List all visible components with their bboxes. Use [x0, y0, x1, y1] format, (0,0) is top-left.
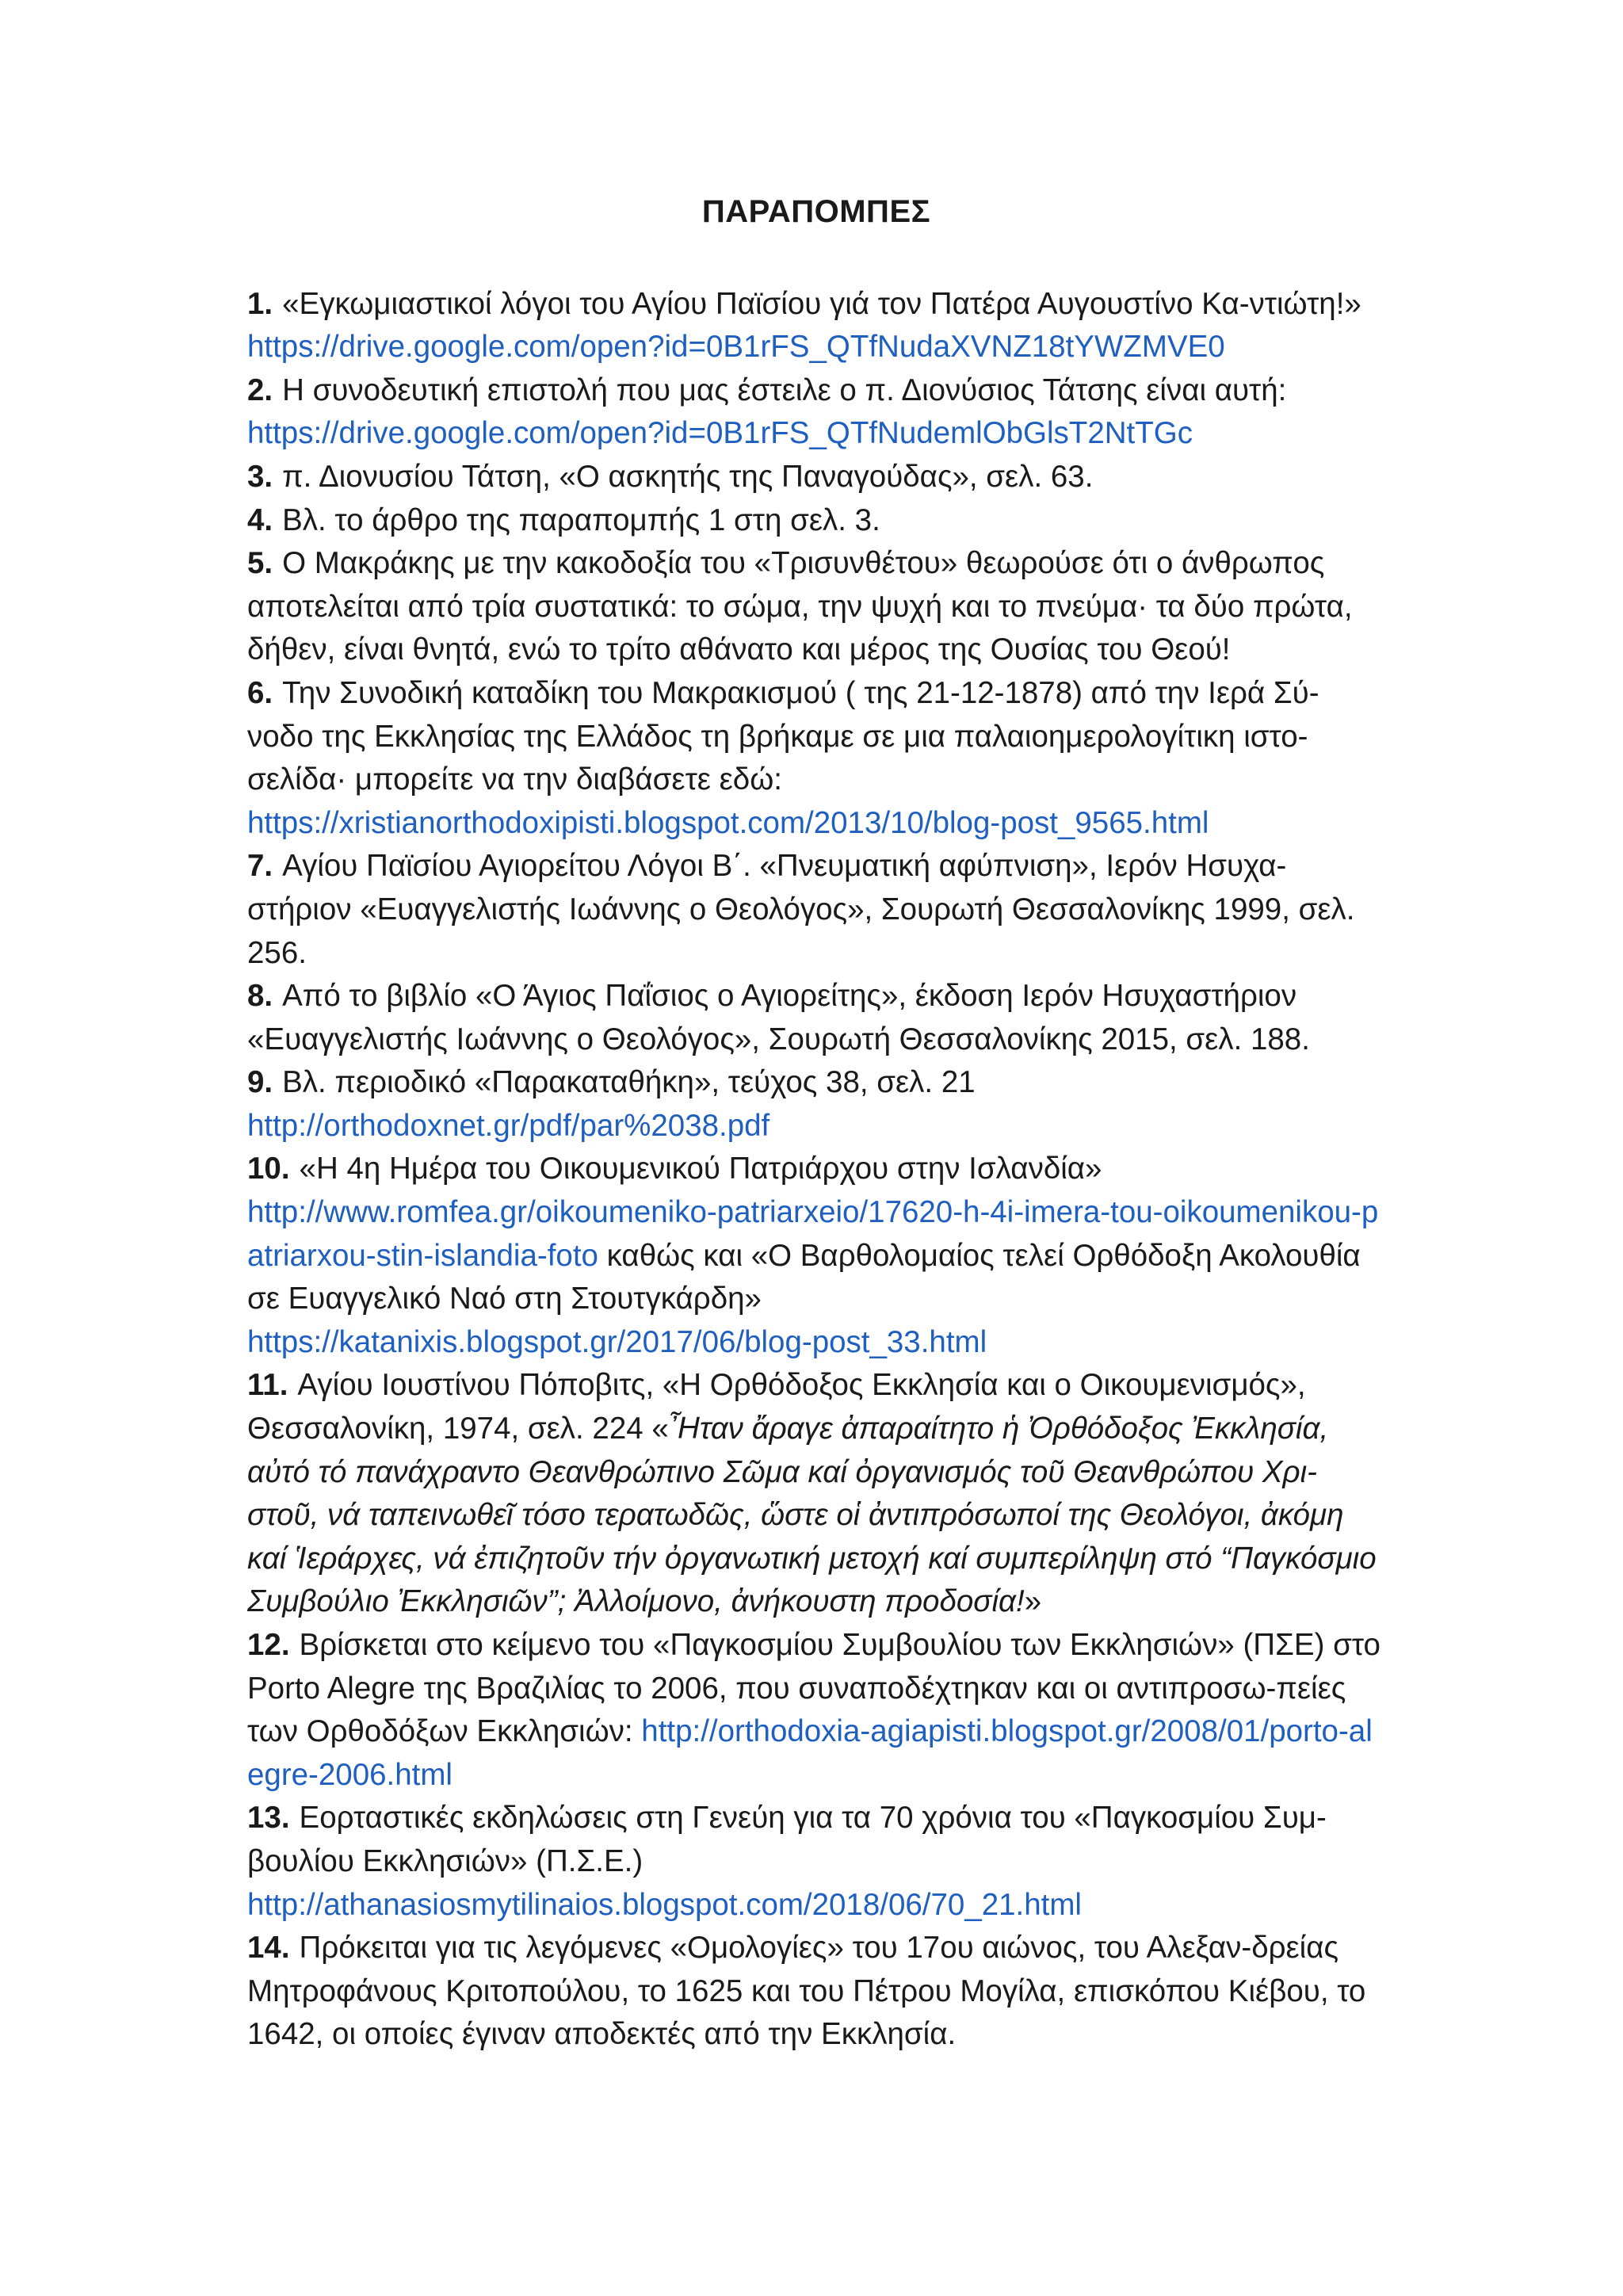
footnote-link[interactable]: https://xristianorthodoxipisti.blogspot.com/2013/10/blog-post_9565.html — [247, 805, 1209, 840]
footnote-text: Βρίσκεται στο κείμενο του «Παγκοσμίου Συμβουλίου των Εκκλησιών» (ΠΣΕ) στο Porto Alegre της Βραζιλίας το 2006, που συναποδέχτηκαν και οι αντιπροσω-πείες των Ορθοδόξων Εκκλησιών: — [247, 1628, 1381, 1749]
footnote-text: Την Συνοδική καταδίκη του Μακρακισμού ( της 21-12-1878) από την Ιερά Σύ-νοδο της Εκκλησίας της Ελλάδος τη βρήκαμε σε μια παλαιοημερολογίτικη ιστο-σελίδα· μπορείτε να την διαβάσετε εδώ: — [247, 675, 1319, 797]
footnote-number: 13. — [247, 1801, 290, 1836]
footnote-number: 6. — [247, 675, 273, 710]
footnote-6 — [247, 672, 1385, 845]
footnote-4 — [247, 499, 1385, 543]
footnote-number: 9. — [247, 1065, 273, 1100]
footnote-text: Από το βιβλίο «Ο Άγιος Παΐσιος ο Αγιορείτης», έκδοση Ιερόν Ησυχαστήριον «Ευαγγελιστής Ιωάννης ο Θεολόγος», Σουρωτή Θεσσαλονίκης 2015, σελ. 188. — [247, 979, 1310, 1056]
footnote-number: 5. — [247, 546, 273, 581]
footnote-text: Πρόκειται για τις λεγόμενες «Ομολογίες» του 17ου αιώνος, του Αλεξαν-δρείας Μητροφάνους Κριτοπούλου, το 1625 και του Πέτρου Μογίλα, επισκόπου Κιέβου, το 1642, οι οποίες έγιναν αποδεκτές από την Εκκλησία. — [247, 1931, 1366, 2052]
footnote-number: 2. — [247, 372, 273, 407]
footnote-8 — [247, 975, 1385, 1061]
footnote-link-2[interactable]: https://katanixis.blogspot.gr/2017/06/blog-post_33.html — [247, 1324, 987, 1359]
footnotes-page — [247, 190, 1385, 2057]
footnote-text: «Εγκωμιαστικοί λόγοι του Αγίου Παϊσίου γιά τον Πατέρα Αυγουστίνο Κα-ντιώτη!» — [282, 286, 1361, 321]
footnote-text-continued: καθώς και «Ο Βαρθολομαίος τελεί Ορθόδοξη Ακολουθία σε Ευαγγελικό Ναό στη Στουτγκάρδη» — [247, 1238, 1361, 1316]
footnote-number: 8. — [247, 979, 273, 1014]
footnote-number: 7. — [247, 849, 273, 884]
footnote-9 — [247, 1061, 1385, 1148]
footnote-3 — [247, 456, 1385, 499]
footnote-11 — [247, 1364, 1385, 1624]
footnote-text: Εορταστικές εκδηλώσεις στη Γενεύη για τα 70 χρόνια του «Παγκοσμίου Συμ-βουλίου Εκκλησιών» (Π.Σ.Ε.) — [247, 1801, 1327, 1878]
footnote-text: Αγίου Ιουστίνου Πόποβιτς, «Η Ορθόδοξος Εκκλησία και ο Οικουμενισμός», Θεσσαλονίκη, 1974, σελ. 224 « — [247, 1368, 1306, 1446]
footnote-text: π. Διονυσίου Τάτση, «Ο ασκητής της Παναγούδας», σελ. 63. — [282, 459, 1094, 494]
footnote-link[interactable]: http://orthodoxnet.gr/pdf/par%2038.pdf — [247, 1108, 770, 1143]
footnote-number: 11. — [247, 1368, 288, 1403]
footnote-text: Η συνοδευτική επιστολή που μας έστειλε ο π. Διονύσιος Τάτσης είναι αυτή: — [282, 372, 1287, 407]
footnote-quote: Ἦταν ἄραγε ἀπαραίτητο ἡ Ὀρθόδοξος Ἐκκλησία, αὐτό τό πανάχραντο Θεανθρώπινο Σῶμα καί ὀργανισμός τοῦ Θεανθρώπου Χρι-στοῦ, νά ταπεινωθεῖ τόσο τερατωδῶς, ὥστε οἱ ἀντιπρόσωποί της Θεολόγοι, ἀκόμη καί Ἱεράρχες, νά ἐπιζητοῦν τήν ὀργανωτική μετοχή καί συμπερίληψη στό “Παγκόσμιο Συμβούλιο Ἐκκλησιῶν”; Ἀλλοίμονο, ἀνήκουστη προδοσία! — [247, 1412, 1377, 1619]
footnote-number: 3. — [247, 459, 273, 494]
footnote-text: Ο Μακράκης με την κακοδοξία του «Τρισυνθέτου» θεωρούσε ότι ο άνθρωπος αποτελείται από τρία συστατικά: το σώμα, την ψυχή και το πνεύμα· τα δύο πρώτα, δήθεν, είναι θνητά, ενώ το τρίτο αθάνατο και μέρος της Ουσίας του Θεού! — [247, 546, 1353, 667]
footnote-quote-close: » — [1024, 1584, 1042, 1619]
footnote-14 — [247, 1927, 1385, 2057]
footnote-text: Βλ. περιοδικό «Παρακαταθήκη», τεύχος 38, σελ. 21 — [282, 1065, 976, 1100]
footnote-number: 1. — [247, 286, 273, 321]
footnote-number: 12. — [247, 1628, 290, 1662]
footnote-2 — [247, 369, 1385, 456]
footnote-13 — [247, 1797, 1385, 1927]
footnote-1 — [247, 283, 1385, 369]
footnote-5 — [247, 542, 1385, 672]
footnote-link[interactable]: https://drive.google.com/open?id=0B1rFS_QTfNudaXVNZ18tYWZMVE0 — [247, 330, 1225, 365]
page-title: ΠΑΡΑΠΟΜΠΕΣ — [701, 194, 931, 229]
footnote-text: Βλ. το άρθρο της παραπομπής 1 στη σελ. 3. — [282, 502, 880, 537]
footnote-text: Αγίου Παϊσίου Αγιορείτου Λόγοι Β΄. «Πνευματική αφύπνιση», Ιερόν Ησυχα-στήριον «Ευαγγελιστής Ιωάννης ο Θεολόγος», Σουρωτή Θεσσαλονίκης 1999, σελ. 256. — [247, 849, 1355, 970]
footnote-link[interactable]: https://drive.google.com/open?id=0B1rFS_QTfNudemlObGlsT2NtTGc — [247, 416, 1193, 451]
footnote-number: 4. — [247, 502, 273, 537]
footnote-link[interactable]: http://athanasiosmytilinaios.blogspot.com/2018/06/70_21.html — [247, 1887, 1082, 1922]
footnote-text: «Η 4η Ημέρα του Οικουμενικού Πατριάρχου στην Ισλανδία» — [299, 1152, 1102, 1186]
footnote-link[interactable]: http://orthodoxia-agiapisti.blogspot.gr/2008/01/porto-alegre-2006.html — [247, 1714, 1373, 1792]
footnote-7 — [247, 845, 1385, 975]
footnote-number: 10. — [247, 1152, 290, 1186]
footnote-12 — [247, 1624, 1385, 1797]
footnote-link[interactable]: http://www.romfea.gr/oikoumeniko-patriarxeio/17620-h-4i-imera-tou-oikoumenikou-patriarxou-stin-islandia-foto — [247, 1195, 1379, 1273]
footnote-number: 14. — [247, 1931, 290, 1966]
footnote-10 — [247, 1148, 1385, 1364]
